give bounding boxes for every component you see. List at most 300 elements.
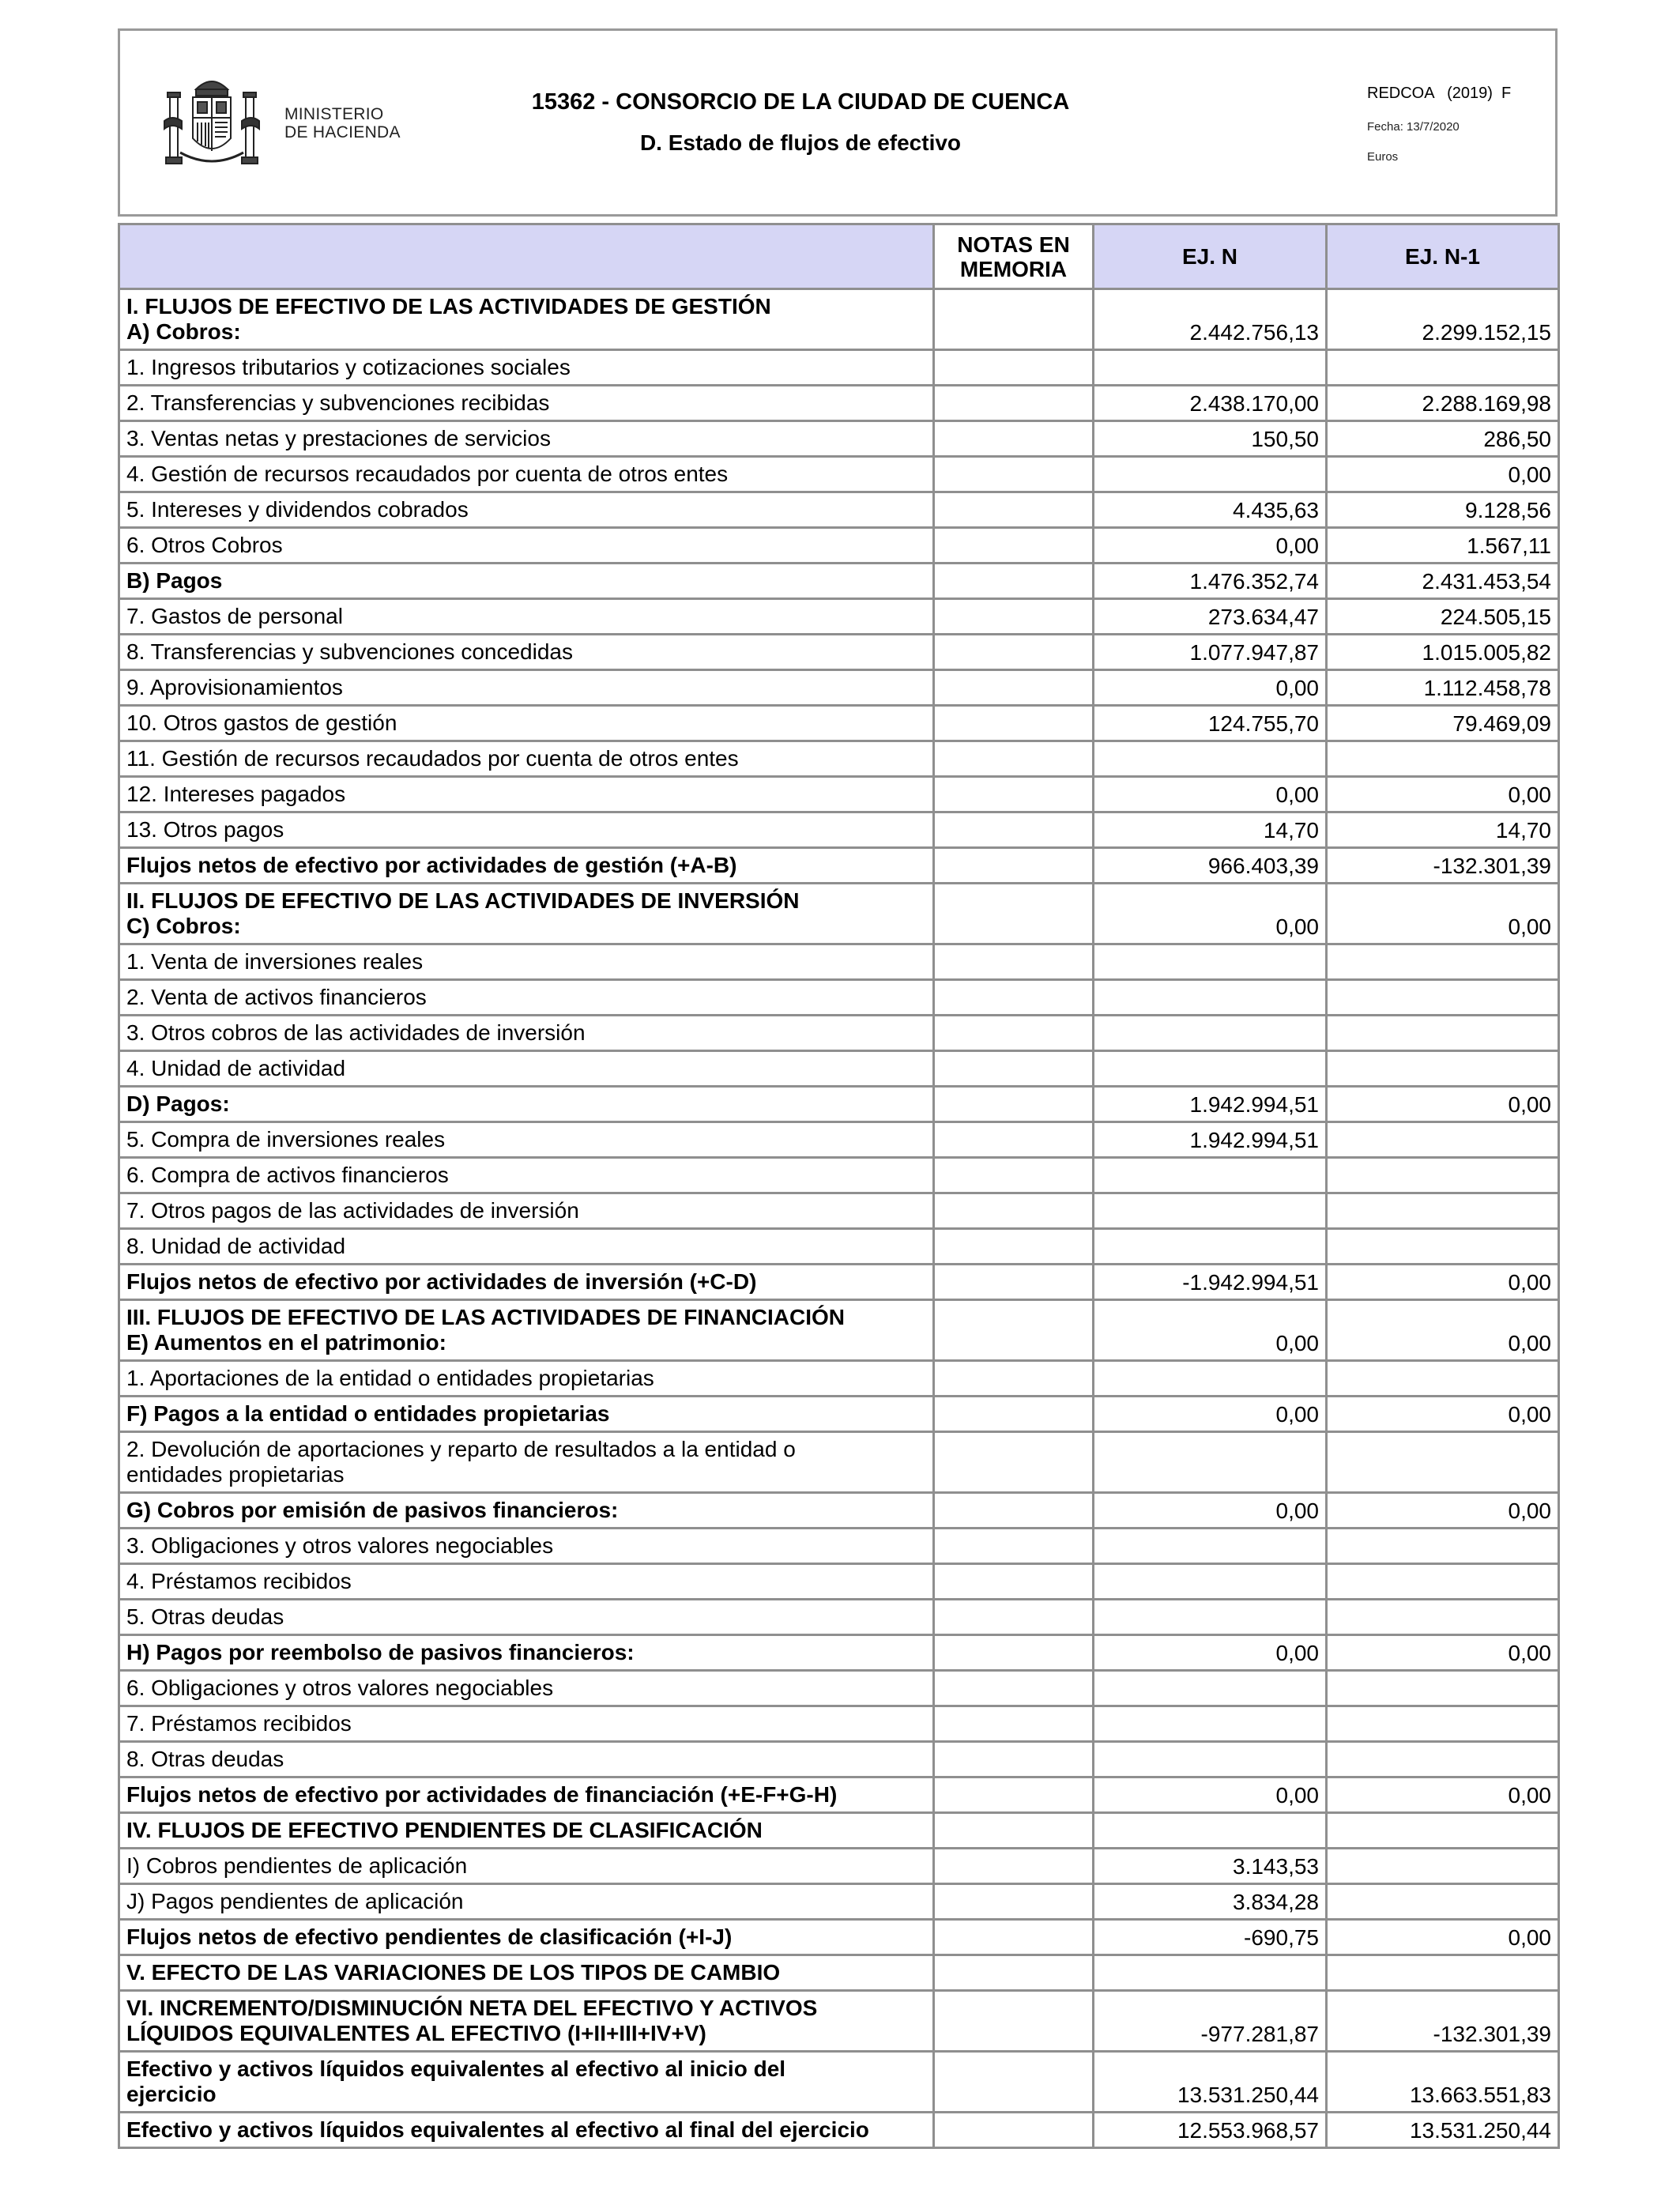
row-notes (934, 1813, 1094, 1849)
row-description-line: 2. Venta de activos financieros (126, 985, 427, 1009)
row-value-ej-n (1094, 944, 1327, 980)
table-row (119, 1229, 1559, 1265)
row-notes (934, 1920, 1094, 1955)
row-value-ej-n1: 286,50 (1327, 421, 1559, 457)
row-description (119, 1493, 934, 1529)
row-description (119, 670, 934, 706)
row-value-ej-n (1094, 1706, 1327, 1742)
report-header (118, 28, 1558, 217)
row-value-ej-n1 (1327, 1016, 1559, 1051)
row-value-ej-n: 0,00 (1094, 1635, 1327, 1671)
row-notes (934, 1397, 1094, 1432)
row-value-ej-n1: 1.567,11 (1327, 528, 1559, 564)
row-notes (934, 706, 1094, 741)
header-notes: NOTAS EN MEMORIA (934, 224, 1094, 289)
row-value-ej-n1 (1327, 1564, 1559, 1600)
report-date: Fecha: 13/7/2020 (1367, 120, 1460, 134)
row-description (119, 1706, 934, 1742)
row-notes (934, 1016, 1094, 1051)
row-value-ej-n (1094, 1813, 1327, 1849)
table-row (119, 1706, 1559, 1742)
table-row (119, 1016, 1559, 1051)
row-description-line: 5. Intereses y dividendos cobrados (126, 497, 469, 522)
table-row (119, 1955, 1559, 1991)
row-description (119, 1635, 934, 1671)
row-value-ej-n: 0,00 (1094, 1493, 1327, 1529)
report-title (120, 89, 1560, 115)
table-row (119, 1777, 1559, 1813)
row-description (119, 741, 934, 777)
row-notes (934, 1051, 1094, 1087)
row-value-ej-n: 3.143,53 (1094, 1849, 1327, 1884)
row-description (119, 944, 934, 980)
row-description-line: 3. Otros cobros de las actividades de inversión (126, 1020, 586, 1045)
row-description-line: 7. Gastos de personal (126, 604, 343, 628)
row-value-ej-n1: 13.663.551,83 (1327, 2052, 1559, 2113)
table-row (119, 2052, 1559, 2113)
coat-of-arms-logo (156, 66, 267, 176)
row-description (119, 350, 934, 386)
row-value-ej-n1 (1327, 1955, 1559, 1991)
row-description (119, 1849, 934, 1884)
row-value-ej-n1: 224.505,15 (1327, 599, 1559, 635)
row-value-ej-n1 (1327, 944, 1559, 980)
row-description-line: ejercicio (126, 2082, 217, 2106)
row-value-ej-n1: 0,00 (1327, 1635, 1559, 1671)
row-value-ej-n1: 1.112.458,78 (1327, 670, 1559, 706)
row-description-line: 2. Devolución de aportaciones y reparto de resultados a la entidad o (126, 1437, 796, 1461)
row-value-ej-n: 13.531.250,44 (1094, 2052, 1327, 2113)
row-notes (934, 1706, 1094, 1742)
row-notes (934, 2052, 1094, 2113)
row-notes (934, 492, 1094, 528)
row-description (119, 1265, 934, 1300)
row-notes (934, 457, 1094, 492)
row-description-line: 6. Otros Cobros (126, 533, 283, 557)
row-description-line: 6. Obligaciones y otros valores negociables (126, 1676, 554, 1700)
row-description-line: 1. Aportaciones de la entidad o entidades propietarias (126, 1366, 654, 1390)
row-description (119, 635, 934, 670)
row-description (119, 599, 934, 635)
row-description (119, 1564, 934, 1600)
row-value-ej-n: 1.476.352,74 (1094, 564, 1327, 599)
row-notes (934, 1493, 1094, 1529)
row-description-line: 3. Ventas netas y prestaciones de servicios (126, 426, 551, 450)
row-notes (934, 1955, 1094, 1991)
row-description (119, 1051, 934, 1087)
table-row (119, 944, 1559, 980)
row-description (119, 1671, 934, 1706)
row-value-ej-n: 4.435,63 (1094, 492, 1327, 528)
table-row (119, 1671, 1559, 1706)
row-value-ej-n: 3.834,28 (1094, 1884, 1327, 1920)
table-row (119, 741, 1559, 777)
table-row (119, 421, 1559, 457)
row-value-ej-n: 12.553.968,57 (1094, 2113, 1327, 2148)
row-value-ej-n1 (1327, 741, 1559, 777)
report-title-text: 15362 - CONSORCIO DE LA CIUDAD DE CUENCA (531, 89, 1070, 115)
row-notes (934, 848, 1094, 884)
row-description (119, 1955, 934, 1991)
table-row (119, 1087, 1559, 1122)
row-value-ej-n: 150,50 (1094, 421, 1327, 457)
row-notes (934, 1884, 1094, 1920)
row-description-line: 5. Otras deudas (126, 1604, 284, 1629)
table-row (119, 1122, 1559, 1158)
table-row (119, 1300, 1559, 1361)
row-value-ej-n1 (1327, 1529, 1559, 1564)
ministry-line1: MINISTERIO (284, 105, 384, 123)
row-notes (934, 1193, 1094, 1229)
row-description-line: Flujos netos de efectivo por actividades de inversión (+C-D) (126, 1269, 757, 1294)
table-row (119, 1361, 1559, 1397)
row-notes (934, 564, 1094, 599)
row-value-ej-n (1094, 1432, 1327, 1493)
row-value-ej-n (1094, 1016, 1327, 1051)
table-row (119, 528, 1559, 564)
row-value-ej-n: 2.438.170,00 (1094, 386, 1327, 421)
row-description (119, 1600, 934, 1635)
header-description-cell (119, 224, 934, 289)
row-description-line: 12. Intereses pagados (126, 782, 346, 806)
row-value-ej-n: 966.403,39 (1094, 848, 1327, 884)
row-notes (934, 1229, 1094, 1265)
row-description-line: 8. Transferencias y subvenciones concedidas (126, 639, 573, 664)
row-description-line: 8. Otras deudas (126, 1747, 284, 1771)
row-description (119, 386, 934, 421)
row-description (119, 1777, 934, 1813)
row-value-ej-n (1094, 1529, 1327, 1564)
table-row (119, 848, 1559, 884)
header-ej-n1: EJ. N-1 (1327, 224, 1559, 289)
row-value-ej-n (1094, 1361, 1327, 1397)
row-value-ej-n: 0,00 (1094, 1397, 1327, 1432)
row-value-ej-n (1094, 1600, 1327, 1635)
row-value-ej-n1: 0,00 (1327, 457, 1559, 492)
row-description-line: C) Cobros: (126, 914, 241, 938)
row-description (119, 1193, 934, 1229)
row-value-ej-n: 0,00 (1094, 777, 1327, 812)
row-description-line: 3. Obligaciones y otros valores negociables (126, 1533, 554, 1558)
row-value-ej-n1: 0,00 (1327, 1493, 1559, 1529)
row-notes (934, 1777, 1094, 1813)
row-value-ej-n (1094, 1158, 1327, 1193)
row-description (119, 848, 934, 884)
row-description (119, 1300, 934, 1361)
report-subtitle (120, 130, 1560, 156)
row-description (119, 1087, 934, 1122)
row-description-line: IV. FLUJOS DE EFECTIVO PENDIENTES DE CLASIFICACIÓN (126, 1818, 763, 1842)
row-value-ej-n1 (1327, 1122, 1559, 1158)
row-value-ej-n1 (1327, 1884, 1559, 1920)
row-value-ej-n1 (1327, 350, 1559, 386)
table-row (119, 1265, 1559, 1300)
row-value-ej-n: 1.942.994,51 (1094, 1087, 1327, 1122)
row-description-line: 13. Otros pagos (126, 817, 284, 842)
row-description-line: 4. Préstamos recibidos (126, 1569, 352, 1593)
row-value-ej-n1 (1327, 1600, 1559, 1635)
row-description (119, 884, 934, 944)
table-row (119, 884, 1559, 944)
row-notes (934, 1122, 1094, 1158)
table-row (119, 599, 1559, 635)
row-description-line: I) Cobros pendientes de aplicación (126, 1853, 468, 1878)
row-notes (934, 386, 1094, 421)
row-notes (934, 1087, 1094, 1122)
row-description-line: J) Pagos pendientes de aplicación (126, 1889, 464, 1913)
row-description (119, 1884, 934, 1920)
row-value-ej-n1: 1.015.005,82 (1327, 635, 1559, 670)
row-description (119, 1397, 934, 1432)
row-notes (934, 1600, 1094, 1635)
row-notes (934, 350, 1094, 386)
row-description (119, 1432, 934, 1493)
row-value-ej-n (1094, 1193, 1327, 1229)
row-value-ej-n: 2.442.756,13 (1094, 289, 1327, 350)
row-value-ej-n1 (1327, 1742, 1559, 1777)
row-description-line: Flujos netos de efectivo pendientes de clasificación (+I-J) (126, 1924, 733, 1949)
row-description-line: V. EFECTO DE LAS VARIACIONES DE LOS TIPOS DE CAMBIO (126, 1960, 781, 1985)
table-row (119, 670, 1559, 706)
table-row (119, 564, 1559, 599)
row-description-line: D) Pagos: (126, 1091, 230, 1116)
row-description-line: I. FLUJOS DE EFECTIVO DE LAS ACTIVIDADES DE GESTIÓN (126, 294, 771, 319)
row-description (119, 980, 934, 1016)
row-description-line: 6. Compra de activos financieros (126, 1163, 449, 1187)
row-value-ej-n1 (1327, 1706, 1559, 1742)
row-notes (934, 1564, 1094, 1600)
table-row (119, 1884, 1559, 1920)
row-value-ej-n: 0,00 (1094, 884, 1327, 944)
row-description (119, 421, 934, 457)
row-value-ej-n1: 14,70 (1327, 812, 1559, 848)
ministry-line2: DE HACIENDA (284, 123, 401, 141)
row-value-ej-n (1094, 350, 1327, 386)
cash-flow-table (118, 223, 1560, 2149)
table-row (119, 1920, 1559, 1955)
row-value-ej-n: 1.077.947,87 (1094, 635, 1327, 670)
row-value-ej-n1: 2.288.169,98 (1327, 386, 1559, 421)
row-description-line: entidades propietarias (126, 1462, 345, 1487)
table-row (119, 386, 1559, 421)
table-row (119, 1158, 1559, 1193)
row-notes (934, 421, 1094, 457)
table-row (119, 1193, 1559, 1229)
row-description-line: Efectivo y activos líquidos equivalentes al efectivo al inicio del (126, 2056, 786, 2081)
row-value-ej-n1 (1327, 1813, 1559, 1849)
row-description-line: Efectivo y activos líquidos equivalentes al efectivo al final del ejercicio (126, 2117, 869, 2142)
row-notes (934, 777, 1094, 812)
row-value-ej-n1: 0,00 (1327, 1920, 1559, 1955)
table-row (119, 1635, 1559, 1671)
row-value-ej-n1: 0,00 (1327, 1777, 1559, 1813)
row-description (119, 1991, 934, 2052)
row-value-ej-n: -1.942.994,51 (1094, 1265, 1327, 1300)
table-row (119, 492, 1559, 528)
row-notes (934, 1742, 1094, 1777)
row-description (119, 1229, 934, 1265)
row-description (119, 564, 934, 599)
row-value-ej-n1 (1327, 1158, 1559, 1193)
row-description-line: Flujos netos de efectivo por actividades de gestión (+A-B) (126, 853, 737, 877)
table-row (119, 1849, 1559, 1884)
row-description (119, 1016, 934, 1051)
currency-unit: Euros (1367, 150, 1399, 164)
row-value-ej-n1: 0,00 (1327, 1300, 1559, 1361)
row-notes (934, 528, 1094, 564)
row-value-ej-n: 0,00 (1094, 528, 1327, 564)
table-row (119, 350, 1559, 386)
table-row (119, 1742, 1559, 1777)
row-description-line: 8. Unidad de actividad (126, 1234, 346, 1258)
row-notes (934, 1265, 1094, 1300)
row-value-ej-n (1094, 1955, 1327, 1991)
row-notes (934, 944, 1094, 980)
table-row (119, 1600, 1559, 1635)
table-row (119, 980, 1559, 1016)
row-description-line: 7. Préstamos recibidos (126, 1711, 352, 1736)
row-description-line: 2. Transferencias y subvenciones recibidas (126, 390, 550, 415)
row-description (119, 492, 934, 528)
row-description (119, 706, 934, 741)
row-notes (934, 980, 1094, 1016)
row-description-line: 9. Aprovisionamientos (126, 675, 343, 699)
row-notes (934, 670, 1094, 706)
table-row (119, 1529, 1559, 1564)
row-value-ej-n1: 0,00 (1327, 1087, 1559, 1122)
row-description (119, 289, 934, 350)
row-notes (934, 1671, 1094, 1706)
row-value-ej-n1: 79.469,09 (1327, 706, 1559, 741)
row-notes (934, 599, 1094, 635)
row-notes (934, 812, 1094, 848)
row-value-ej-n1 (1327, 1361, 1559, 1397)
table-row (119, 1991, 1559, 2052)
row-description (119, 2113, 934, 2148)
row-value-ej-n: 0,00 (1094, 670, 1327, 706)
table-row (119, 2113, 1559, 2148)
row-value-ej-n: 124.755,70 (1094, 706, 1327, 741)
row-description (119, 1813, 934, 1849)
table-row (119, 1397, 1559, 1432)
row-notes (934, 635, 1094, 670)
table-row (119, 289, 1559, 350)
report-subtitle-text: D. Estado de flujos de efectivo (639, 130, 962, 155)
row-value-ej-n1 (1327, 1849, 1559, 1884)
row-description-line: III. FLUJOS DE EFECTIVO DE LAS ACTIVIDADES DE FINANCIACIÓN (126, 1305, 846, 1329)
row-value-ej-n: -977.281,87 (1094, 1991, 1327, 2052)
row-value-ej-n1: -132.301,39 (1327, 848, 1559, 884)
row-description-line: F) Pagos a la entidad o entidades propietarias (126, 1401, 610, 1426)
row-value-ej-n1 (1327, 980, 1559, 1016)
table-header-row (119, 224, 1559, 289)
row-value-ej-n (1094, 1229, 1327, 1265)
row-notes (934, 289, 1094, 350)
row-description-line: E) Aumentos en el patrimonio: (126, 1330, 446, 1355)
row-value-ej-n (1094, 980, 1327, 1016)
row-value-ej-n1: 9.128,56 (1327, 492, 1559, 528)
row-value-ej-n (1094, 741, 1327, 777)
row-description-line: 11. Gestión de recursos recaudados por cuenta de otros entes (126, 746, 739, 771)
row-value-ej-n1: 2.431.453,54 (1327, 564, 1559, 599)
row-notes (934, 2113, 1094, 2148)
row-description-line: 1. Ingresos tributarios y cotizaciones sociales (126, 355, 571, 379)
table-row (119, 777, 1559, 812)
table-row (119, 635, 1559, 670)
row-value-ej-n: -690,75 (1094, 1920, 1327, 1955)
row-value-ej-n (1094, 1671, 1327, 1706)
row-description (119, 1742, 934, 1777)
row-description-line: 5. Compra de inversiones reales (126, 1127, 446, 1152)
row-notes (934, 884, 1094, 944)
row-value-ej-n1 (1327, 1193, 1559, 1229)
row-notes (934, 741, 1094, 777)
row-value-ej-n1: 0,00 (1327, 884, 1559, 944)
row-value-ej-n (1094, 1564, 1327, 1600)
row-description-line: VI. INCREMENTO/DISMINUCIÓN NETA DEL EFECTIVO Y ACTIVOS (126, 1996, 818, 2020)
table-row (119, 1564, 1559, 1600)
row-notes (934, 1361, 1094, 1397)
header-ej-n: EJ. N (1094, 224, 1327, 289)
row-description-line: B) Pagos (126, 568, 223, 593)
row-description-line: 4. Gestión de recursos recaudados por cuenta de otros entes (126, 462, 729, 486)
row-description (119, 457, 934, 492)
row-value-ej-n1: 0,00 (1327, 1397, 1559, 1432)
row-notes (934, 1300, 1094, 1361)
row-value-ej-n1 (1327, 1051, 1559, 1087)
row-value-ej-n (1094, 457, 1327, 492)
row-value-ej-n1: 13.531.250,44 (1327, 2113, 1559, 2148)
row-value-ej-n: 273.634,47 (1094, 599, 1327, 635)
row-description (119, 2052, 934, 2113)
row-value-ej-n (1094, 1742, 1327, 1777)
table-row (119, 706, 1559, 741)
table-row (119, 1493, 1559, 1529)
row-description (119, 777, 934, 812)
row-description-line: 10. Otros gastos de gestión (126, 711, 397, 735)
row-description-line: H) Pagos por reembolso de pasivos financieros: (126, 1640, 635, 1664)
row-notes (934, 1158, 1094, 1193)
row-description-line: LÍQUIDOS EQUIVALENTES AL EFECTIVO (I+II+III+IV+V) (126, 2021, 706, 2045)
row-value-ej-n1: -132.301,39 (1327, 1991, 1559, 2052)
row-value-ej-n: 14,70 (1094, 812, 1327, 848)
row-value-ej-n1 (1327, 1671, 1559, 1706)
row-value-ej-n: 0,00 (1094, 1300, 1327, 1361)
row-value-ej-n1: 0,00 (1327, 777, 1559, 812)
row-description-line: 7. Otros pagos de las actividades de inversión (126, 1198, 579, 1223)
row-description-line: Flujos netos de efectivo por actividades de financiación (+E-F+G-H) (126, 1782, 838, 1807)
row-value-ej-n (1094, 1051, 1327, 1087)
redcoa-code: REDCOA (2019) F (1367, 85, 1512, 102)
table-row (119, 812, 1559, 848)
row-value-ej-n1: 0,00 (1327, 1265, 1559, 1300)
table-body (119, 289, 1559, 2148)
row-value-ej-n1 (1327, 1229, 1559, 1265)
row-value-ej-n: 0,00 (1094, 1777, 1327, 1813)
row-description (119, 1529, 934, 1564)
row-value-ej-n1: 2.299.152,15 (1327, 289, 1559, 350)
row-description-line: II. FLUJOS DE EFECTIVO DE LAS ACTIVIDADES DE INVERSIÓN (126, 888, 800, 913)
row-description (119, 812, 934, 848)
table-row (119, 1432, 1559, 1493)
row-notes (934, 1529, 1094, 1564)
row-notes (934, 1635, 1094, 1671)
row-description (119, 1158, 934, 1193)
row-description-line: 1. Venta de inversiones reales (126, 949, 424, 974)
row-value-ej-n: 1.942.994,51 (1094, 1122, 1327, 1158)
row-notes (934, 1991, 1094, 2052)
row-notes (934, 1432, 1094, 1493)
